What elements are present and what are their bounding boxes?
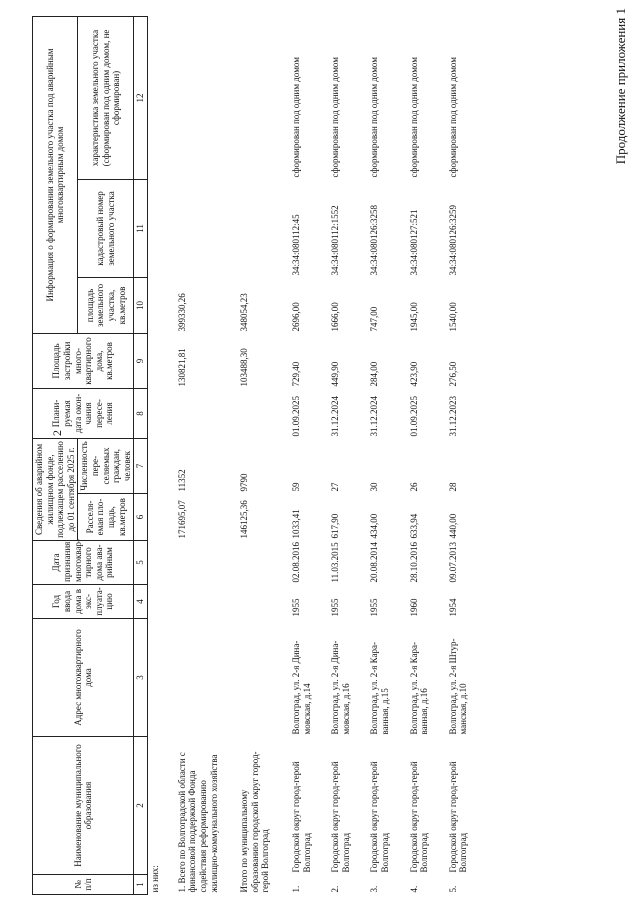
table-row xyxy=(328,16,367,894)
row-people: 59 xyxy=(290,482,301,492)
total-city-row xyxy=(237,16,289,894)
row-land-area: 1945,00 xyxy=(408,302,419,332)
row-address: Волгоград, ул. 2-я Штурманская, д.10 xyxy=(447,638,469,735)
row-land-char: сформирован под одним домом xyxy=(330,57,341,178)
total-region-people: 11352 xyxy=(176,469,187,492)
header-address: Адрес многоквартирного дома xyxy=(33,619,134,737)
row-end-date: 31.12.2024 xyxy=(330,395,341,437)
total-region-name: 1. Всего по Волгоградской области с финансовой поддержкой Фонда содействия реформированию жилищно-коммунального хозяйства xyxy=(176,752,219,893)
row-emergency-date: 28.10.2016 xyxy=(408,542,419,583)
col-number: 3 xyxy=(134,619,148,737)
row-area: 617,90 xyxy=(330,513,341,539)
row-address: Волгоград, ул. 2-я Караванная, д.15 xyxy=(369,642,391,735)
row-area: 633,94 xyxy=(408,513,419,539)
row-emergency-date: 20.08.2014 xyxy=(369,542,380,583)
table-row xyxy=(446,16,485,894)
total-city-land-area: 348054,23 xyxy=(239,293,250,332)
total-region-land-area: 399330,26 xyxy=(176,293,187,332)
row-people: 30 xyxy=(369,482,380,492)
table-row xyxy=(289,16,328,894)
row-emergency-date: 11.03.2015 xyxy=(330,542,341,583)
header-fund-group: Сведения об аварийном жилищном фонде, подлежащем расселению до 01 сентября 2025 г. xyxy=(33,438,78,540)
total-city-people: 9790 xyxy=(239,473,250,492)
row-num: 1. xyxy=(290,885,301,893)
row-num: 3. xyxy=(369,885,380,893)
row-people: 26 xyxy=(408,482,419,492)
col-number: 6 xyxy=(134,494,148,541)
col-number: 8 xyxy=(134,388,148,438)
row-build-area: 423,90 xyxy=(408,361,419,387)
row-build-area: 729,40 xyxy=(290,361,301,387)
row-emergency-date: 09.07.2013 xyxy=(447,542,458,583)
total-region-row xyxy=(175,16,237,894)
header-land-group: Информация о формировании земельного участка под аварийным многоквартирным домом xyxy=(33,16,78,333)
table-row xyxy=(407,16,446,894)
row-cadastral: 34:34:080126:3259 xyxy=(447,204,458,276)
row-end-date: 31.12.2024 xyxy=(369,395,380,437)
header-resettle-area: Расселяемая площадь, кв.метров xyxy=(78,494,134,541)
row-land-char: сформирован под одним домом xyxy=(447,57,458,178)
row-land-area: 747,00 xyxy=(369,306,380,332)
row-address: Волгоград, ул. 2-я Караванная, д.16 xyxy=(408,642,430,735)
col-number: 10 xyxy=(134,277,148,333)
total-city-area: 146125,36 xyxy=(239,500,250,539)
row-build-area: 449,90 xyxy=(330,361,341,387)
table-body xyxy=(148,16,485,894)
row-people: 27 xyxy=(330,482,341,492)
row-year: 1955 xyxy=(290,598,301,617)
row-land-char: сформирован под одним домом xyxy=(290,57,301,178)
row-municipality: Городской округ город-герой Волгоград xyxy=(447,761,469,873)
row-year: 1955 xyxy=(369,598,380,617)
col-number: 7 xyxy=(134,438,148,493)
col-number: 11 xyxy=(134,179,148,277)
header-emergency-date: Дата признания многоквартирного дома аварийным xyxy=(33,541,134,585)
row-build-area: 284,00 xyxy=(369,361,380,387)
row-emergency-date: 02.08.2016 xyxy=(290,542,301,583)
row-end-date: 31.12.2023 xyxy=(447,395,458,437)
col-number: 9 xyxy=(134,333,148,388)
col-number: 4 xyxy=(134,585,148,619)
row-cadastral: 34:34:080112:1552 xyxy=(330,205,341,276)
row-land-area: 1540,00 xyxy=(447,302,458,332)
row-end-date: 01.09.2025 xyxy=(408,395,419,437)
row-year: 1954 xyxy=(447,598,458,617)
row-year: 1960 xyxy=(408,598,419,617)
row-num: 4. xyxy=(408,885,419,893)
row-end-date: 01.09.2025 xyxy=(290,395,301,437)
row-land-char: сформирован под одним домом xyxy=(408,57,419,178)
row-cadastral: 34:34:080127:521 xyxy=(408,209,419,276)
row-num: 2. xyxy=(330,885,341,893)
total-region-build-area: 130821,81 xyxy=(176,348,187,387)
row-build-area: 276,50 xyxy=(447,361,458,387)
row-municipality: Городской округ город-герой Волгоград xyxy=(408,761,430,873)
row-area: 434,00 xyxy=(369,513,380,539)
row-people: 28 xyxy=(447,482,458,492)
header-year: Год ввода дома в эксплуатацию xyxy=(33,585,134,619)
total-city-name: Итого по муниципальному образованию городской округ город-герой Волгоград xyxy=(239,751,271,893)
row-land-char: сформирован под одним домом xyxy=(369,57,380,178)
row-num: 5. xyxy=(447,885,458,893)
row-area: 440,00 xyxy=(447,513,458,539)
of-them-label: из них: xyxy=(150,865,161,893)
total-region-area: 171695,07 xyxy=(176,500,187,539)
header-municipality: Наименование муниципального образования xyxy=(33,737,134,875)
header-cadastral: кадастровый номер земельного участка xyxy=(78,179,134,277)
row-land-area: 1666,00 xyxy=(330,302,341,332)
header-num: № п/п xyxy=(33,875,134,895)
col-number: 1 xyxy=(134,875,148,895)
row-cadastral: 34:34:080112:45 xyxy=(290,214,301,276)
table-header xyxy=(33,16,148,894)
header-land-area: площадь земельного участка, кв.метров xyxy=(78,277,134,333)
table-row xyxy=(367,16,406,894)
page-number: 2 xyxy=(50,430,64,436)
col-number: 12 xyxy=(134,16,148,179)
row-area: 1033,41 xyxy=(290,509,301,539)
total-city-build-area: 103488,30 xyxy=(239,348,250,387)
row-address: Волгоград, ул. 2-я Динамовская, д.14 xyxy=(290,640,312,735)
row-address: Волгоград, ул. 2-я Динамовская, д.16 xyxy=(330,640,351,735)
row-land-area: 2696,00 xyxy=(290,302,301,332)
col-number: 2 xyxy=(134,737,148,875)
housing-table xyxy=(32,16,485,895)
row-year: 1955 xyxy=(330,598,341,617)
row-municipality: Городской округ город-герой Волгоград xyxy=(290,761,312,873)
row-cadastral: 34:34:080126:3258 xyxy=(369,204,380,276)
col-number: 5 xyxy=(134,541,148,585)
header-build-area: Площадь застройки многоквартирного дома, кв.метров xyxy=(33,333,134,388)
row-municipality: Городской округ город-герой Волгоград xyxy=(330,761,351,873)
row-municipality: Городской округ город-герой Волгоград xyxy=(369,761,391,873)
header-people: Численность переселяемых граждан, человек xyxy=(78,438,134,493)
header-land-char: характеристика земельного участка (сформирован под одним домом, не сформирован) xyxy=(78,16,134,179)
continuation-heading: Продолжение приложения 1 xyxy=(613,8,628,165)
header-end-date: Планируемая дата окончания переселения xyxy=(33,388,134,438)
